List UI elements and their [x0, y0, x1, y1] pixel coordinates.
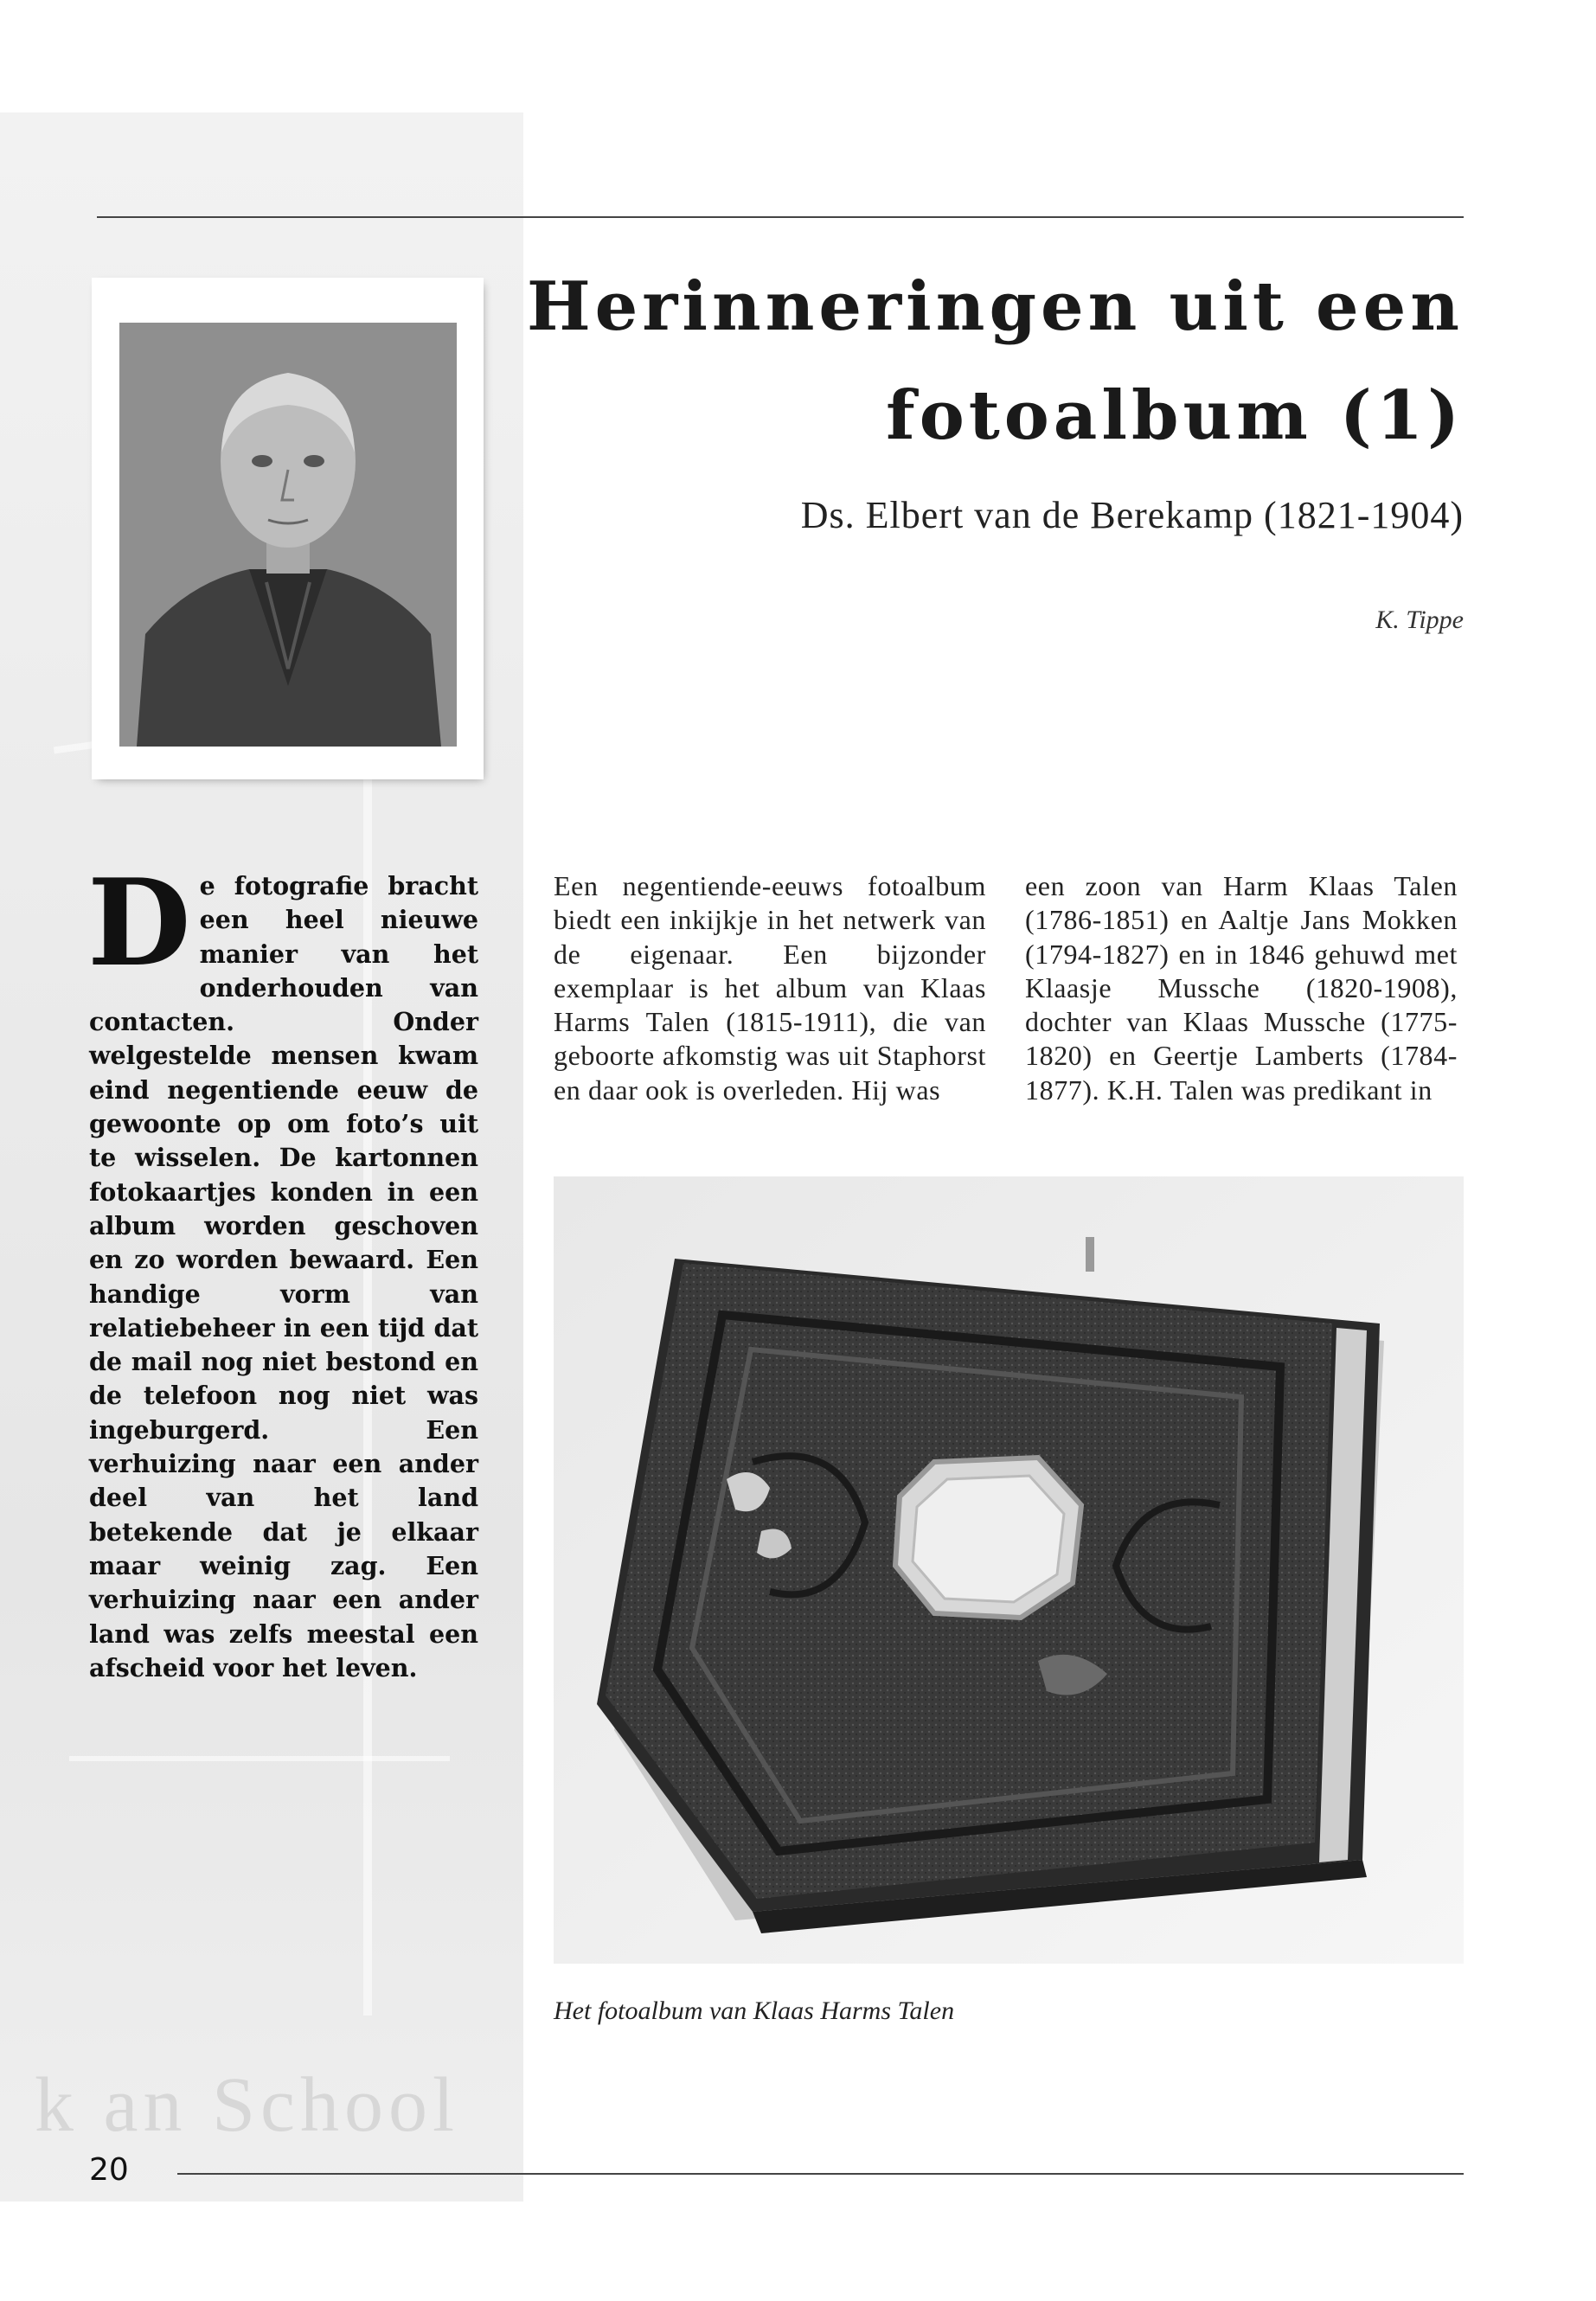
background-photo-detail — [69, 1756, 450, 1761]
bottom-rule — [177, 2173, 1464, 2175]
drop-cap: D — [87, 852, 191, 993]
portrait-photo — [95, 281, 480, 776]
title-line-2: fotoalbum (1) — [886, 376, 1464, 455]
body-column-1: Een negentiende-eeuws fotoalbum biedt een inkijkje in het netwerk van de eigenaar. Een bijzonder exemplaar is het album van Klaas Harms Talen (1815-1911), die van geboorte afkomstig was uit Staphorst en daar ook is overleden. Hij was — [554, 870, 986, 1106]
photo-album-image — [554, 1176, 1464, 1964]
background-watermark-text: k an School — [35, 2062, 459, 2148]
intro-paragraph — [87, 852, 478, 1685]
article-title — [512, 253, 1464, 471]
figure-caption: Het fotoalbum van Klaas Harms Talen — [554, 1997, 955, 2025]
article-subtitle: Ds. Elbert van de Berekamp (1821-1904) — [800, 494, 1464, 536]
intro-text: e fotografie bracht een heel nieuwe manier van het onderhouden van contacten. Onder welgestelde mensen kwam eind negentiende eeuw de gewoonte op om foto’s uit te wisselen. De kartonnen fotokaartjes konden in een album worden geschoven en zo worden bewaard. Een handige vorm van relatiebeheer in een tijd dat de mail nog niet bestond en de telefoon nog niet was ingeburgerd. Een verhuizing naar een ander deel van het land betekende dat je elkaar maar weinig zag. Een verhuizing naar een ander land was zelfs meestal een afscheid voor het leven. — [89, 871, 478, 1682]
portrait-image — [119, 323, 457, 747]
title-line-1: Herinneringen uit een — [526, 267, 1464, 346]
top-rule — [97, 216, 1464, 218]
body-column-2: een zoon van Harm Klaas Talen (1786-1851) en Aaltje Jans Mokken (1794-1827) en in 1846 gehuwd met Klaasje Mussche (1820-1908), dochter van Klaas Mussche (1775-1820) en Geertje Lamberts (1784-1877). K.H. Talen was predikant in — [1025, 870, 1458, 1106]
page-number: 20 — [89, 2152, 129, 2188]
article-author: K. Tippe — [1375, 606, 1464, 634]
